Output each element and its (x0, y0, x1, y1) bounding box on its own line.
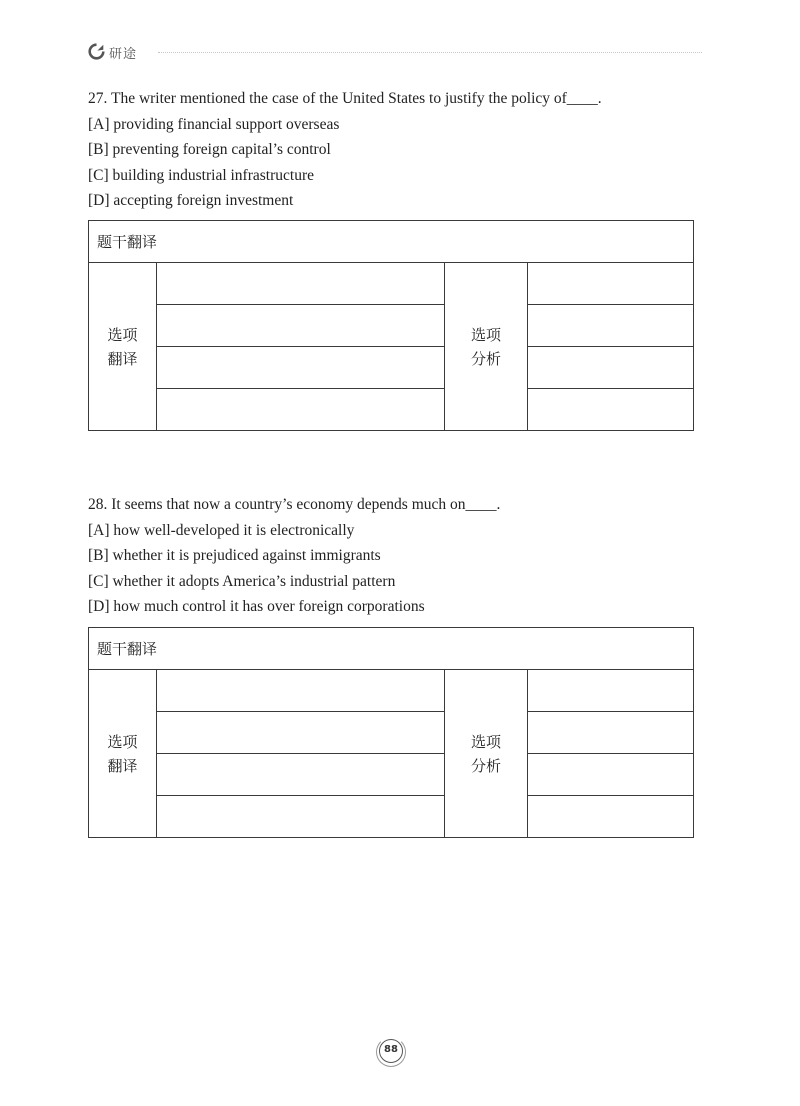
page-header (88, 40, 702, 64)
logo-text: 研途 (109, 47, 138, 62)
option-a: [A] how well-developed it is electronically (88, 521, 355, 539)
label-line: 选项 (470, 325, 501, 344)
option-b: [B] preventing foreign capital’s control (88, 141, 331, 158)
translation-cell[interactable] (157, 389, 445, 431)
translation-cell[interactable] (157, 305, 445, 347)
translation-cell[interactable] (157, 670, 445, 712)
question-stem: 28. It seems that now a country’s economy depends much on____. (88, 496, 501, 513)
page-number: 88 (384, 1044, 398, 1055)
label-line: 选项 (107, 732, 138, 751)
label-line: 选项 (470, 732, 501, 751)
logo-icon (88, 43, 105, 60)
page-number-badge (376, 1037, 406, 1065)
stem-translation-label: 题干翻译 (89, 628, 694, 670)
translation-cell[interactable] (157, 754, 445, 796)
option-translation-label (89, 670, 157, 838)
header-divider (158, 52, 702, 53)
label-line: 翻译 (107, 349, 138, 368)
analysis-cell[interactable] (528, 712, 694, 754)
option-translation-label (89, 263, 157, 431)
analysis-cell[interactable] (528, 305, 694, 347)
translation-cell[interactable] (157, 712, 445, 754)
question-28 (88, 492, 708, 620)
analysis-cell[interactable] (528, 670, 694, 712)
option-d: [D] accepting foreign investment (88, 192, 294, 209)
option-analysis-label (445, 670, 528, 838)
analysis-cell[interactable] (528, 389, 694, 431)
translation-cell[interactable] (157, 263, 445, 305)
option-d: [D] how much control it has over foreign corporations (88, 598, 425, 615)
analysis-cell[interactable] (528, 263, 694, 305)
question-stem: 27. The writer mentioned the case of the United States to justify the policy of____. (88, 90, 602, 107)
stem-translation-label: 题干翻译 (89, 221, 694, 263)
analysis-cell[interactable] (528, 796, 694, 838)
option-analysis-label (445, 263, 528, 431)
analysis-cell[interactable] (528, 754, 694, 796)
option-c: [C] whether it adopts America’s industrial pattern (88, 572, 396, 590)
question-27 (88, 86, 708, 214)
label-line: 分析 (470, 349, 501, 368)
option-a: [A] providing financial support overseas (88, 115, 340, 133)
analysis-cell[interactable] (528, 347, 694, 389)
label-line: 分析 (470, 756, 501, 775)
option-b: [B] whether it is prejudiced against immigrants (88, 547, 381, 564)
translation-cell[interactable] (157, 796, 445, 838)
answer-table-28 (88, 627, 694, 838)
answer-table-27 (88, 220, 694, 431)
label-line: 选项 (107, 325, 138, 344)
translation-cell[interactable] (157, 347, 445, 389)
option-c: [C] building industrial infrastructure (88, 166, 314, 184)
label-line: 翻译 (107, 756, 138, 775)
